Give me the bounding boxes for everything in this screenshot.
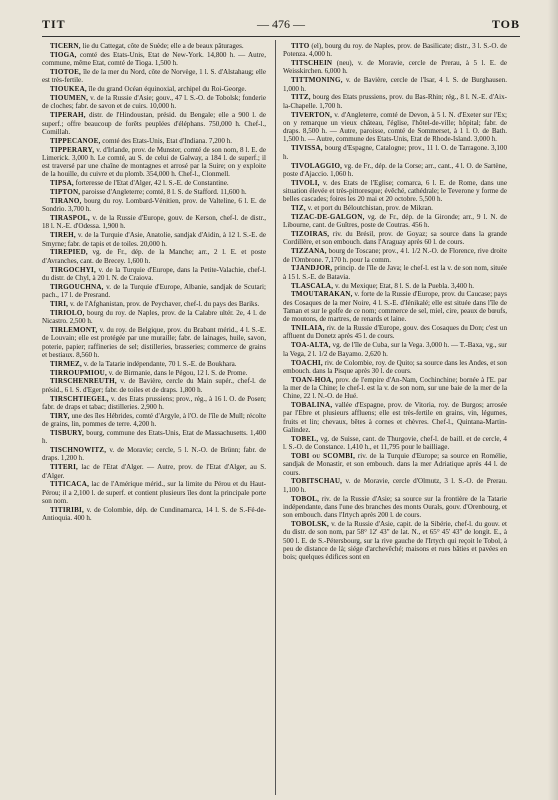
entry-definition: lac de l'Amérique mérid., sur la limite du Pérou et du Haut-Pérou; il a 2,100 l. de superf. et contient plusieurs îles dont la principale porte son nom. (42, 480, 266, 505)
entry-definition: v. de la Turquie d'Asie, Anatolie, sandjak d'Aidin, à 12 l. S.-E. de Smyrne; fabr. de tapis et de toiles. 20,000 h. (42, 231, 266, 248)
entry-definition: île de la mer du Nord, côte de Norvège, 1 l. S. d'Alstahaug; elle est très-fertile. (42, 68, 266, 85)
entry-definition: v. de Bavière, cercle de l'Isar, 4 l. S. de Burghausen. 1,000 h. (283, 76, 507, 93)
entry-headword: TOBOL, (291, 494, 320, 503)
entry-definition: princip. de l'île de Java; le chef-l. est la v. de son nom, située à 15 l. S.-E. de Batavia. (283, 264, 507, 281)
entry-definition: paroisse d'Angleterre; comté, 8 l. S. de Stafford. 11,600 h. (82, 188, 247, 197)
dictionary-entry (42, 360, 266, 368)
page-number: — 476 — (257, 17, 305, 31)
entry-definition: distr. de l'Hindoustan, présid. du Bengale; elle a 900 l. de superf.; offre beaucoup de forêts peuplées d'éléphans. 750,000 h. Chef-l., Comillah. (42, 111, 266, 136)
dictionary-entry (283, 452, 507, 477)
entry-definition: v. de Moravie, cercle d'Olmutz, 3 l. S.-O. de Prerau. 1,100 h. (283, 477, 507, 494)
entry-headword: TOACHI, (291, 358, 323, 367)
entry-definition: v. d'Angleterre, comté de Devon, à 5 l. N. d'Exeter sur l'Ex; on y remarque un vieux château, l'église, l'hôtel-de-ville; hôpital; fabr. de draps. 8,500 h. — Autre, paroisse, comté de Sommerset, à 1 l. O. de Bath. 1,500 h. — Autre, commune des Etats-Unis, Etat de Rhode-Island. 3,000 h. (283, 110, 507, 144)
entry-headword: TLASCALA, (291, 281, 334, 290)
entry-headword: TIPSA, (50, 179, 74, 188)
entry-headword: TIZ, (291, 204, 306, 213)
entry-definition: lie du Cattegat, côte de Suède; elle a de beaux pâturages. (82, 42, 244, 50)
entry-headword: TIRLEMONT, (50, 325, 98, 334)
page-edge-shadow (548, 0, 558, 800)
entry-definition: bourg, commune des Etats-Unis, Etat de Massachusetts. 1,400 h. (42, 428, 266, 446)
entry-definition: v. des Etats de l'Eglise; comarca, 6 l. E. de Rome, dans une situation élevée et très-pittoresque; évêché, cathédrale; le Teverone y forme de belles cascades; foires les 20 mai et 20 octobre. 5,500 h. (283, 178, 507, 204)
right-column (283, 42, 507, 794)
entry-definition: une des îles Hébrides, comté d'Argyle, à l'O. de l'île de Mull; récolte de grains, lin, pommes de terre. 4,200 h. (42, 411, 266, 429)
entry-definition: bourg des Etats prussiens, prov. du Bas-Rhin; rég., 8 l. N.-E. d'Aix-la-Chapelle. 1,700 h. (283, 93, 507, 110)
entry-headword: TIPPECANOE, (50, 136, 101, 145)
dictionary-entry (283, 204, 507, 212)
entry-definition: bourg de Toscane; prov., 4 l. 1/2 N.-O. de Florence, rive droite de l'Ombrone. 7,170 h. pour la comm. (283, 247, 507, 264)
dictionary-entry (42, 395, 266, 412)
entry-definition: v. de Colombie, dép. de Cundinamarca, 14 l. S. de S.-Fé-de-Antioquia. 400 h. (42, 505, 266, 523)
entry-headword: TMOUTARAKAN, (291, 290, 353, 299)
dictionary-entry (283, 144, 507, 161)
entry-headword: TIOTOE, (50, 68, 82, 77)
dictionary-entry (283, 359, 507, 376)
dictionary-entry (283, 435, 507, 452)
entry-definition: bourg du roy. de Naples, prov. de la Calabre ultér. 2e, 4 l. de Nicastro. 2,500 h. (42, 308, 266, 326)
entry-definition: riv. de la Russie d'Europe, gouv. des Cosaques du Don; c'est un affluent du Donetz après 45 l. de cours. (283, 324, 507, 341)
dictionary-entry (42, 326, 266, 359)
entry-headword: TIPPERARY, (50, 145, 95, 154)
entry-headword: TICERN, (50, 42, 81, 50)
entry-definition: riv. de la Russie d'Asie; sa source sur la frontière de la Tatarie indépendante, dans l'une des branches des monts Ourals, gouv. d'Orenbourg, et son embouch. dans l'Irtych après 200 l. de cours. (283, 494, 507, 520)
entry-definition: v. forte de la Russie d'Europe, prov. du Caucase; pays des Cosaques de la mer Noire, 4 l. S.-E. d'Iénikalé; elle est située dans l'île de Taman et sur le golfe de ce nom; commerce de sel, miel, cire, peaux de bœufs, de moutons, de martres, de renards et laine. (283, 290, 507, 324)
entry-definition: vg. de Fr., dép. de la Corse; arr., cant., 4 l. O. de Sartène, poste d'Ajaccio. 1,060 h. (283, 161, 507, 178)
entry-definition: vallée d'Espagne, prov. de Vitoria, roy. de Burgos; arrosée par l'Ebre et plusieurs affluens; elle est très-fertile en grains, vin, légumes, fruits et lin; chevaux, bêtes à cornes et chèvres. Chef-l., Quintana-Martin-Galindez. (283, 401, 507, 434)
dictionary-entry (283, 341, 507, 358)
entry-definition: v. de la Turquie d'Europe, Albanie, sandjak de Scutari; pach., 17 l. de Presrand. (42, 282, 266, 300)
entry-definition: île du grand Océan équinoxial, archipel du Roi-George. (88, 85, 247, 94)
dictionary-entry (42, 480, 266, 505)
dictionary-entry (283, 376, 507, 401)
entry-definition: vg. de Fr., dép. de la Manche; arr., 2 l. E. et poste d'Avranches, cant. de Brecey. 1,600 h. (42, 248, 266, 265)
dictionary-entry (283, 520, 507, 561)
header-right-guide-word: TOB (491, 17, 520, 31)
entry-definition: v. de Birmanie, dans le Pégou, 12 l. S. de Prome. (108, 368, 248, 377)
dictionary-entry (42, 68, 266, 85)
entry-definition: comté des Etats-Unis, Etat d'Indiana. 7,200 h. (102, 136, 232, 145)
entry-headword: TIOGA, (50, 50, 77, 59)
dictionary-entry (42, 506, 266, 523)
entry-headword: TIZAC-DE-GALGON, (291, 212, 365, 221)
entry-definition: (neu), v. de Moravie, cercle de Prerau, à 5 l. E. de Weisskirchen. 6,000 h. (283, 59, 507, 76)
dictionary-entry (283, 213, 507, 230)
entry-headword: TIVOLI, (291, 178, 320, 187)
entry-headword: TOA-ALTA, (291, 341, 331, 350)
entry-headword: TIREPIED, (50, 248, 88, 257)
dictionary-entry (42, 137, 266, 145)
dictionary-entry (42, 231, 266, 248)
dictionary-entry (283, 324, 507, 341)
dictionary-entry (42, 463, 266, 480)
left-column (42, 42, 266, 794)
entry-definition: lac de l'Etat d'Alger. — Autre, prov. de l'Etat d'Alger, au S. d'Alger. (42, 463, 266, 480)
entry-headword: TIRROUPMIOU, (50, 368, 107, 377)
dictionary-entry (42, 446, 266, 463)
entry-headword: TIPTON, (50, 188, 81, 197)
entry-headword: TIRGOCHYI, (50, 265, 96, 274)
entry-headword: TIREH, (50, 231, 76, 240)
entry-headword: TIRGOUCHNA, (50, 282, 104, 291)
entry-headword: TITIRIBI, (50, 505, 84, 514)
entry-headword: TIRY, (50, 411, 70, 420)
dictionary-entry (42, 369, 266, 377)
dictionary-entry (42, 309, 266, 326)
entry-definition: v. de Bavière, cercle du Main supér., chef-l. de présid., 6 l. S. d'Eger; fabr. de toiles et de draps. 1,800 h. (42, 377, 266, 394)
entry-definition: v. du roy. de Belgique, prov. du Brabant mérid., 4 l. S.-E. de Louvain; elle est protégée par une muraille; fabr. de lainages, huile, savon, poterie, papier; raffineries de sel; distilleries, brasseries; commerce de grains et bestiaux. 8,560 h. (42, 325, 266, 359)
entry-headword: TITSCHEIN (291, 59, 333, 68)
dictionary-entry (42, 111, 266, 136)
entry-headword: TITERI, (50, 463, 79, 472)
dictionary-entry (42, 188, 266, 196)
entry-headword: TIVERTON, (291, 110, 333, 119)
dictionary-entry (42, 51, 266, 68)
entry-definition: v. de Moravie; cercle, 5 l. N.-O. de Brünn; fabr. de draps. 1,200 h. (42, 446, 266, 463)
entry-definition: prov. de l'empire d'An-Nam, Cochinchine; bornée à l'E. par la mer de la Chine; le chef-l. est la v. de son nom, sur une baie de la mer de la Chine, 22 l. N.-O. de Hué. (283, 375, 507, 401)
entry-headword: TIOUKEA, (50, 85, 87, 94)
entry-headword: TOBALINA, (291, 401, 333, 410)
entry-definition: v. de la Russie d'Asie; gouv., 47 l. S.-O. de Tobolsk; fonderie de cloches; fabr. de savon et de cuirs. 10,000 h. (42, 94, 266, 111)
entry-headword: TISCHNOWITZ, (50, 446, 107, 455)
dictionary-entry (42, 146, 266, 179)
entry-definition: v. des Etats prussiens; prov., rég., à 16 l. O. de Posen; fabr. de draps et tabac; distilleries. 2,900 h. (42, 394, 266, 411)
entry-definition: comté des Etats-Unis, Etat de New-York. 14,800 h. — Autre, commune, même Etat, comté de Tioga. 1,500 h. (42, 50, 266, 68)
dictionary-entry (42, 283, 266, 300)
dictionary-entry (283, 290, 507, 323)
entry-definition: forteresse de l'Etat d'Alger, 42 l. S.-E. de Constantine. (75, 179, 229, 188)
column-divider (275, 40, 276, 795)
header-rule (42, 36, 520, 37)
entry-definition: v. de l'Afghanistan, prov. de Peychaver, chef-l. du pays des Bariks. (69, 299, 260, 308)
entry-definition: (el), bourg du roy. de Naples, prov. de Basilicate; distr., 3 l. S.-O. de Potenza. 4,000 h. (283, 42, 507, 59)
dictionary-entry (42, 300, 266, 308)
entry-definition: vg. de Fr., dép. de la Gironde; arr., 9 l. N. de Libourne, cant. de Guîtres, poste de Coutras. 456 h. (283, 212, 507, 230)
entry-definition: riv. de Colombie, roy. de Quito; sa source dans les Andes, et son embouch. dans la Pisque après 30 l. de cours. (283, 358, 507, 375)
entry-definition: bourg du roy. Lombard-Vénitien, prov. de Valteline, 6 l. E. de Sondrio. 3,700 h. (42, 197, 266, 214)
entry-definition: vg. de Suisse, cant. de Thurgovie, chef-l. de baill. et de cercle, 4 l. S.-O. de Constance. 1,410 h., et 11,795 pour le bailliage. (283, 434, 507, 452)
entry-definition: v. de la Tatarie indépendante, 70 l. S.-E. de Boukhara. (83, 359, 237, 368)
entry-headword: TITTMONING, (291, 76, 343, 85)
dictionary-entry (42, 266, 266, 283)
dictionary-entry (283, 59, 507, 76)
page-header (42, 14, 520, 34)
entry-definition: v. de la Turquie d'Europe, dans la Petite-Valachie, chef-l. du distr. de Chyl, à 20 l. N. de Craiova. (42, 265, 266, 282)
entry-headword: TOBEL, (291, 434, 319, 443)
entry-headword: TNILAIA, (291, 324, 325, 333)
dictionary-entry (283, 42, 507, 59)
dictionary-entry (283, 401, 507, 434)
entry-headword: TOAN-HOA, (291, 375, 334, 384)
dictionary-entry (42, 248, 266, 265)
entry-headword: TITZ, (291, 93, 311, 102)
header-left-guide-word: TIT (42, 17, 66, 31)
entry-definition: riv. de la Turquie d'Europe; sa source en Romélie, sandjak de Monastir, et son embouch. dans la mer Adriatique après 44 l. de cours. (283, 451, 507, 477)
entry-headword: TIVISSA, (291, 144, 323, 153)
entry-headword: TIZZANA, (291, 247, 327, 256)
dictionary-entry (42, 197, 266, 214)
dictionary-entry (283, 93, 507, 110)
entry-headword: TIOUMEN, (50, 94, 89, 103)
entry-headword: TIRSCHENREUTH, (50, 377, 117, 386)
dictionary-entry (42, 429, 266, 446)
dictionary-entry (42, 214, 266, 231)
dictionary-entry (283, 76, 507, 93)
dictionary-entry (42, 412, 266, 429)
entry-headword: TIVOLAGGIO, (291, 161, 343, 170)
entry-definition: v. de la Russie d'Europe, gouv. de Kerson, chef-l. de distr., 18 l. N.-E. d'Odessa. 1,900 h. (42, 214, 266, 231)
entry-headword: TOBITSCHAU, (291, 477, 343, 486)
entry-headword: TITICACA, (50, 480, 90, 489)
entry-headword: TIRANO, (50, 197, 82, 205)
dictionary-entry (42, 85, 266, 93)
entry-definition: v. d'Irlande, prov. de Munster, comté de son nom, 8 l. E. de Limerick. 3,000 h. Le comté, au S. de celui de Galway, a 184 l. de superf.; il est traversé par une chaîne de montagnes et arrosé par la Suire; on y exploite de la houille, du cuivre et du plomb. 354,000 h. Chef-l., Clonmell. (42, 145, 266, 179)
entry-headword: TIRI, (50, 299, 69, 308)
entry-headword: TOBOLSK, (291, 520, 329, 528)
dictionary-entry (283, 230, 507, 247)
entry-headword: TJANDJOR, (291, 264, 333, 273)
entry-headword: TIRSCHTIEGEL, (50, 394, 109, 403)
entry-definition: v. et port du Béloutchistan, prov. de Mikran. (307, 204, 433, 213)
entry-definition: riv. du Brésil, prov. de Goyaz; sa source dans la grande Cordillère, et son embouch. dans l'Araguay après 60 l. de cours. (283, 230, 507, 247)
entry-headword: TIZOIRAS, (291, 230, 330, 239)
dictionary-entry (283, 282, 507, 290)
entry-headword: TISBURY, (50, 428, 85, 437)
entry-definition: vg. de l'île de Cuba, sur la Vega. 3,000 h. — T.-Baxa, vg., sur la Vega, 2 l. 1/2 de Bayamo. 2,620 h. (283, 341, 507, 358)
dictionary-entry (283, 495, 507, 520)
entry-headword: TIRMEZ, (50, 359, 82, 368)
dictionary-entry (42, 94, 266, 111)
dictionary-entry (283, 477, 507, 494)
entry-headword: TIRIOLO, (50, 308, 85, 317)
entry-headword: TIPERAH, (50, 111, 86, 120)
dictionary-entry (283, 264, 507, 281)
dictionary-entry (283, 162, 507, 179)
entry-definition: v. du Mexique; Etat, 8 l. S. de la Puebla. 3,400 h. (335, 281, 475, 290)
dictionary-entry (42, 179, 266, 187)
entry-headword: TITO (291, 42, 310, 50)
dictionary-entry (42, 42, 266, 50)
entry-definition: v. de la Russie d'Asie, capit. de la Sibérie, chef-l. du gouv. et du distr. de son nom, par 58° 12' 43" de lat. N., et 65° 45' 43" de longit. E., à 500 l. E. de S.-Pétersbourg, sur la rive gauche de l'Irtych qui reçoit le Tobol, à peu de distance de là; siége d'archevêché; maisons et rues bâties et pavées en bois; quelques édifices sont en (283, 520, 507, 562)
entry-headword: TIRASPOL, (50, 214, 90, 223)
entry-headword: TOBI ou SCOMBI, (291, 451, 356, 460)
dictionary-entry (283, 111, 507, 144)
entry-definition: bourg d'Espagne, Catalogne; prov., 11 l. O. de Tarragone. 3,100 h. (283, 144, 507, 161)
dictionary-entry (283, 179, 507, 204)
dictionary-entry (283, 247, 507, 264)
dictionary-entry (42, 377, 266, 394)
